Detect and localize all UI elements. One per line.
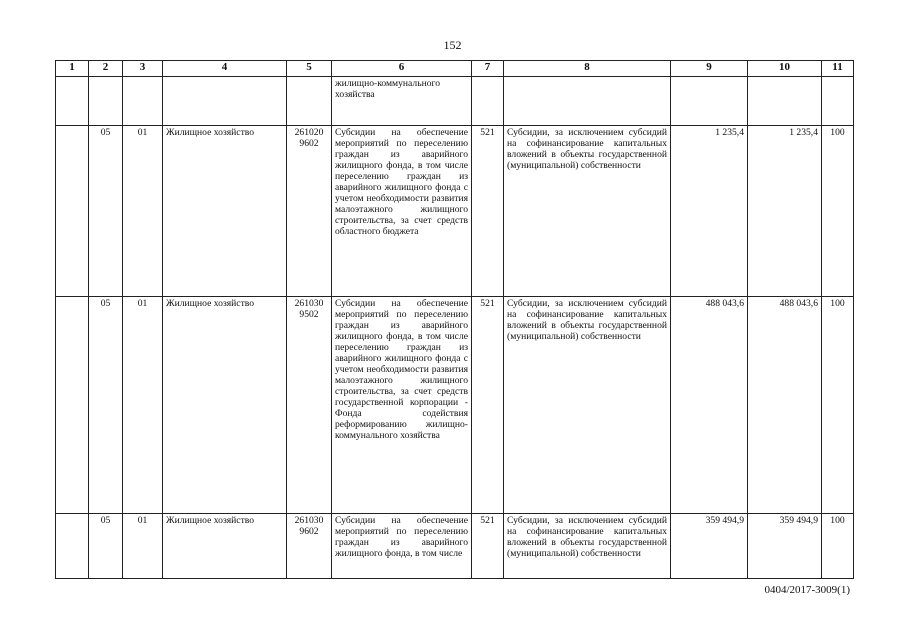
col-header-4: 4 [163, 61, 287, 77]
section-cell: 05 [89, 297, 123, 514]
expense-type-cell: 521 [472, 514, 504, 579]
expense-type-cell: 521 [472, 126, 504, 297]
amount-actual-cell: 1 235,4 [748, 126, 822, 297]
subsection-cell: 01 [123, 514, 163, 579]
target-code-cell: 261030 9502 [287, 297, 332, 514]
subsection-cell: 01 [123, 126, 163, 297]
target-code-cell: 261030 9602 [287, 514, 332, 579]
table-row [56, 126, 854, 297]
amount-actual-cell: 488 043,6 [748, 297, 822, 514]
budget-table [55, 60, 854, 579]
section-cell: 05 [89, 514, 123, 579]
section-name-cell: Жилищное хозяйство [163, 514, 287, 579]
amount-plan-cell: 488 043,6 [671, 297, 748, 514]
col-header-1: 1 [56, 61, 89, 77]
col-header-5: 5 [287, 61, 332, 77]
description-cell: Субсидии на обеспечение мероприятий по переселению граждан из аварийного жилищного фонда, в том числе переселению граждан из аварийного жилищного фонда с учетом необходимости развития малоэтажного жилищного строительства, за счет средств областного бюджета [332, 126, 472, 297]
col-header-2: 2 [89, 61, 123, 77]
continuation-row [56, 77, 854, 126]
col-header-10: 10 [748, 61, 822, 77]
page-number: 152 [443, 38, 462, 52]
col-header-7: 7 [472, 61, 504, 77]
description-cell: Субсидии на обеспечение мероприятий по переселению граждан из аварийного жилищного фонда, в том числе [332, 514, 472, 579]
expense-name-cell: Субсидии, за исключением субсидий на софинансирование капитальных вложений в объекты государственной (муниципальной) собственности [504, 297, 671, 514]
amount-plan-cell: 359 494,9 [671, 514, 748, 579]
expense-type-cell: 521 [472, 297, 504, 514]
section-cell: 05 [89, 126, 123, 297]
amount-plan-cell: 1 235,4 [671, 126, 748, 297]
description-cell: Субсидии на обеспечение мероприятий по переселению граждан из аварийного жилищного фонда, в том числе переселению граждан из аварийного жилищного фонда с учетом необходимости развития малоэтажного жилищного строительства, за счет средств государственной корпорации - Фонда содействия реформированию жилищно-коммунального хозяйства [332, 297, 472, 514]
amount-actual-cell: 359 494,9 [748, 514, 822, 579]
col-header-3: 3 [123, 61, 163, 77]
target-code-cell: 261020 9602 [287, 126, 332, 297]
expense-name-cell: Субсидии, за исключением субсидий на софинансирование капитальных вложений в объекты государственной (муниципальной) собственности [504, 514, 671, 579]
col-header-11: 11 [822, 61, 854, 77]
col-header-9: 9 [671, 61, 748, 77]
expense-name-cell: Субсидии, за исключением субсидий на софинансирование капитальных вложений в объекты государственной (муниципальной) собственности [504, 126, 671, 297]
col-header-6: 6 [332, 61, 472, 77]
table-row [56, 514, 854, 579]
percent-cell: 100 [822, 126, 854, 297]
subsection-cell: 01 [123, 297, 163, 514]
percent-cell: 100 [822, 297, 854, 514]
table-row [56, 297, 854, 514]
percent-cell: 100 [822, 514, 854, 579]
section-name-cell: Жилищное хозяйство [163, 126, 287, 297]
document-reference: 0404/2017-3009(1) [764, 584, 850, 596]
header-row [56, 61, 854, 77]
col-header-8: 8 [504, 61, 671, 77]
description-cell: жилищно-коммунального хозяйства [332, 77, 472, 126]
section-name-cell: Жилищное хозяйство [163, 297, 287, 514]
